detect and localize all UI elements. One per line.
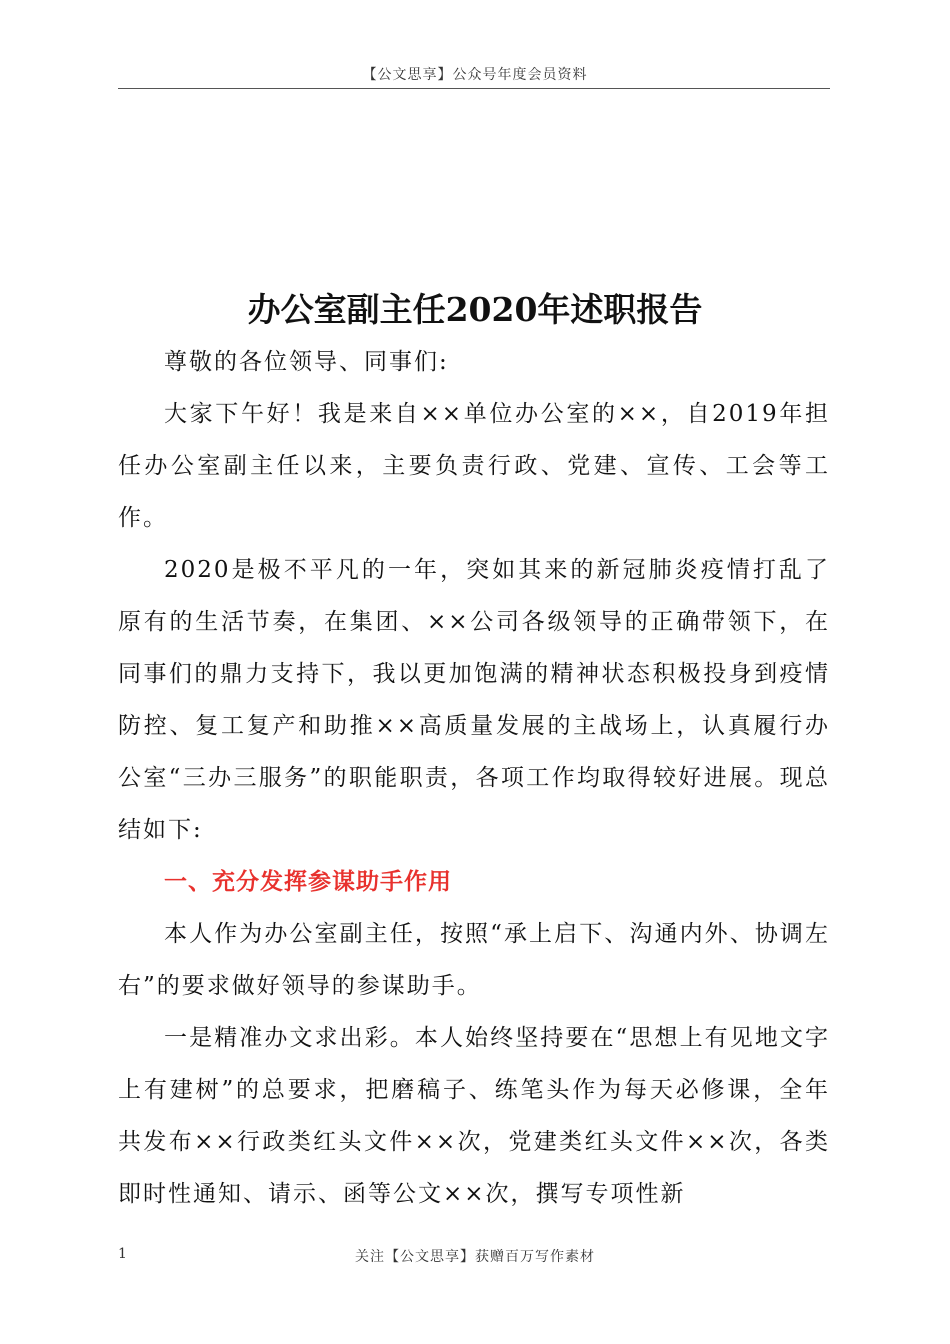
page-number: 1: [118, 1246, 127, 1262]
section-heading: 一、充分发挥参谋助手作用: [164, 869, 452, 895]
paragraph-intro: 大家下午好！我是来自××单位办公室的××，自2019年担任办公室副主任以来，主要负责行政、党建、宣传、工会等工作。: [118, 401, 830, 531]
document-body: [118, 336, 830, 1220]
section-paragraph-1: 本人作为办公室副主任，按照“承上启下、沟通内外、协调左右”的要求做好领导的参谋助手。: [118, 921, 830, 999]
greeting: 尊敬的各位领导、同事们:: [164, 349, 449, 375]
document-title: 办公室副主任2020年述职报告: [247, 290, 703, 330]
paragraph-summary: 2020是极不平凡的一年，突如其来的新冠肺炎疫情打乱了原有的生活节奏，在集团、××公司各级领导的正确带领下，在同事们的鼎力支持下，我以更加饱满的精神状态积极投身到疫情防控、复工复产和助推××高质量发展的主战场上，认真履行办公室“三办三服务”的职能职责，各项工作均取得较好进展。现总结如下:: [118, 557, 830, 843]
section-paragraph-2: 一是精准办文求出彩。本人始终坚持要在“思想上有见地文字上有建树”的总要求，把磨稿子、练笔头作为每天必修课，全年共发布××行政类红头文件××次，党建类红头文件××次，各类即时性通知、请示、函等公文××次，撰写专项性新: [118, 1025, 830, 1207]
header-rule: [118, 88, 830, 89]
footer-text: 关注【公文思享】获赠百万写作素材: [355, 1249, 595, 1265]
page-header: 【公文思享】公众号年度会员资料: [362, 67, 588, 83]
